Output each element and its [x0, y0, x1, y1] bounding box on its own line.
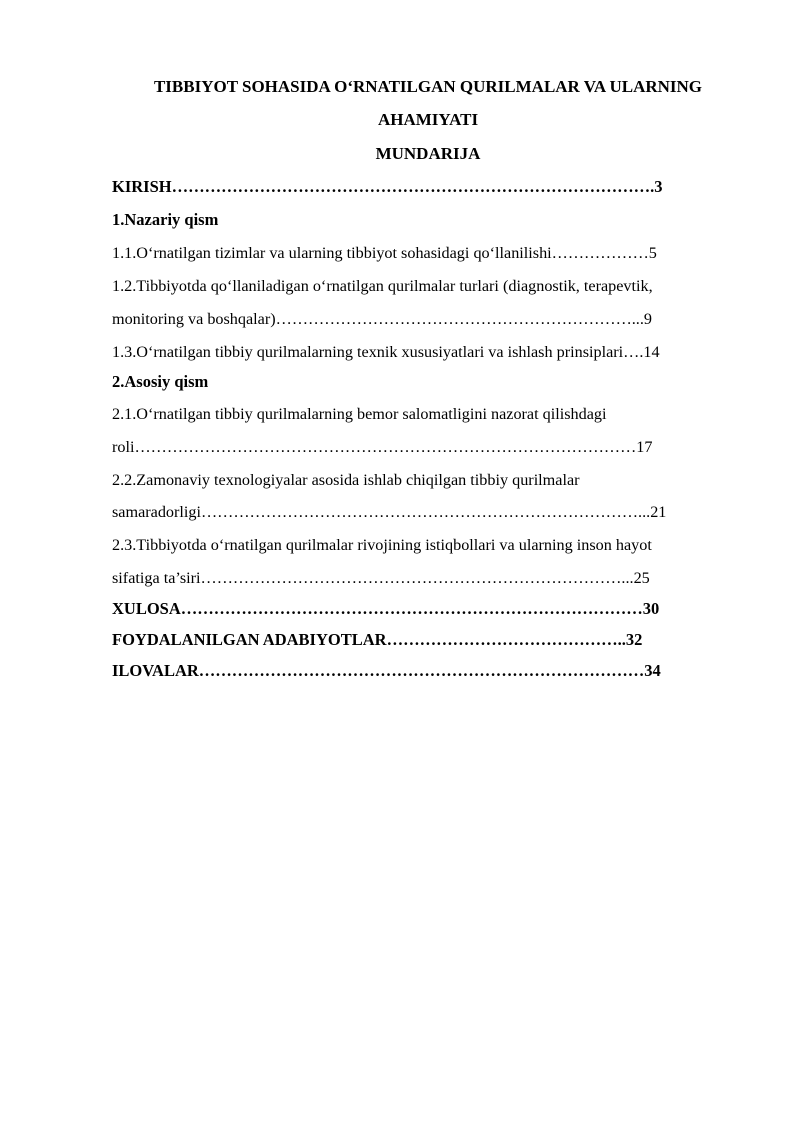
toc-heading: MUNDARIJA	[375, 144, 481, 163]
toc-section2-heading: 2.Asosiy qism	[112, 372, 209, 391]
toc-entry-1-2-line2: monitoring va boshqalar)…………………………………………………………...9	[112, 310, 652, 328]
toc-entry-2-3-line1: 2.3.Tibbiyotda o‘rnatilgan qurilmalar rivojining istiqbollari va ularning inson hayot	[112, 536, 652, 554]
toc-entry-appendix: ILOVALAR………………………………………………………………………34	[112, 661, 661, 680]
toc-entry-2-2-line2: samaradorligi………………………………………………………………………...21	[112, 503, 667, 521]
toc-entry-2-2-line1: 2.2.Zamonaviy texnologiyalar asosida ishlab chiqilgan tibbiy qurilmalar	[112, 471, 580, 489]
toc-entry-1-1: 1.1.O‘rnatilgan tizimlar va ularning tibbiyot sohasidagi qo‘llanilishi………………5	[112, 244, 657, 262]
toc-entry-references: FOYDALANILGAN ADABIYOTLAR……………………………………..32	[112, 630, 643, 649]
toc-entry-conclusion: XULOSA…………………………………………………………………………30	[112, 599, 660, 618]
toc-entry-2-1-line1: 2.1.O‘rnatilgan tibbiy qurilmalarning bemor salomatligini nazorat qilishdagi	[112, 405, 607, 423]
toc-entry-1-2-line1: 1.2.Tibbiyotda qo‘llaniladigan o‘rnatilgan qurilmalar turlari (diagnostik, terapevtik,	[112, 277, 653, 295]
document-title-line2: AHAMIYATI	[377, 110, 479, 129]
document-title-line1: TIBBIYOT SOHASIDA O‘RNATILGAN QURILMALAR VA ULARNING	[153, 77, 703, 96]
toc-entry-2-1-line2: roli…………………………………………………………………………………17	[112, 438, 653, 456]
toc-section1-heading: 1.Nazariy qism	[112, 210, 219, 229]
toc-entry-intro: KIRISH…………………………………………………………………………….3	[112, 177, 663, 196]
toc-entry-2-3-line2: sifatiga ta’siri……………………………………………………………………...25	[112, 569, 650, 587]
toc-entry-1-3: 1.3.O‘rnatilgan tibbiy qurilmalarning texnik xususiyatlari va ishlash prinsiplari….14	[112, 343, 660, 361]
